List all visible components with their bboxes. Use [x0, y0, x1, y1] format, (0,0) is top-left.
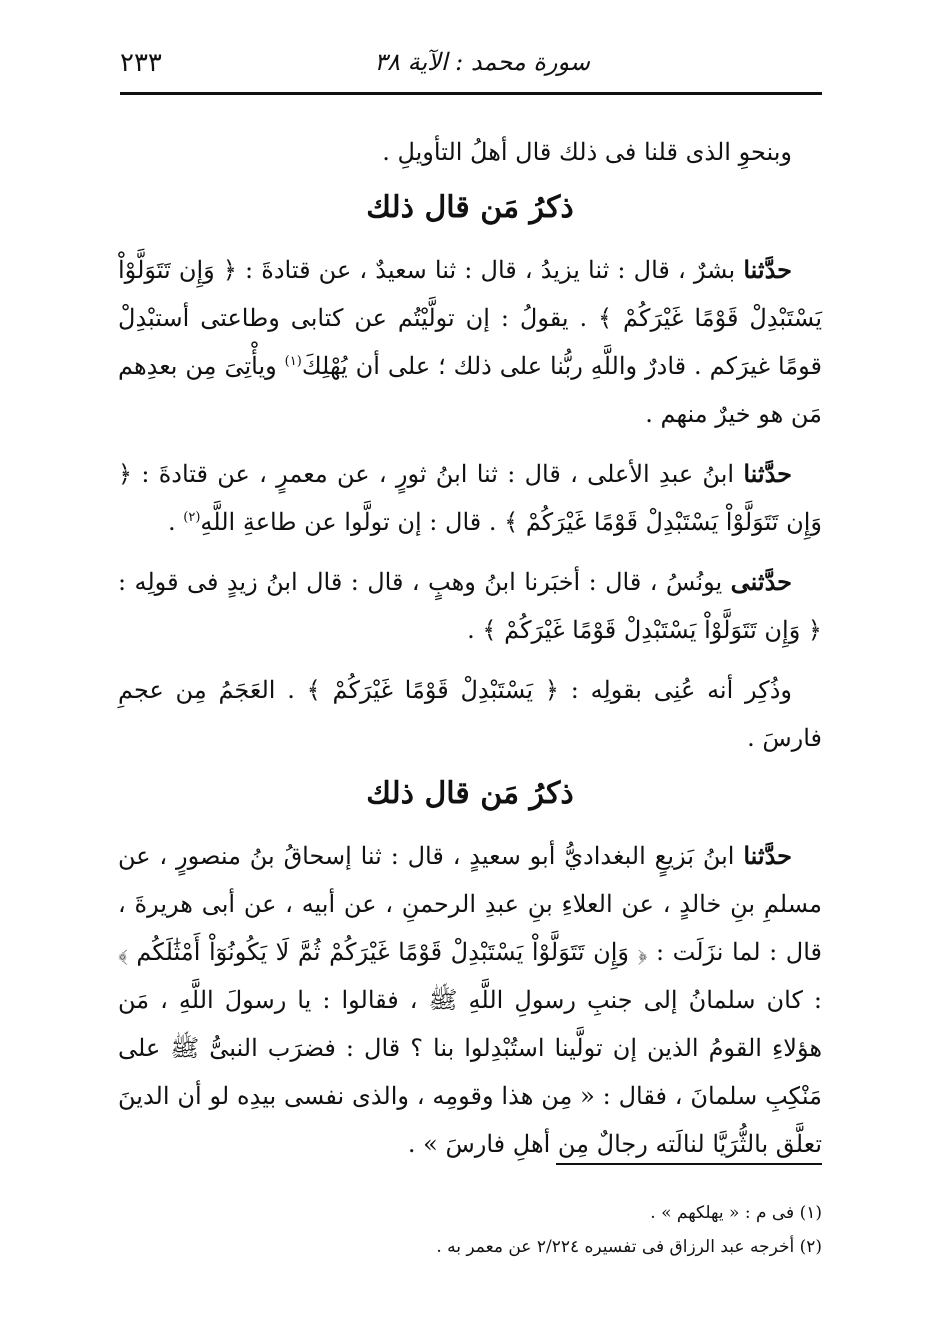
narration-paragraph-3: [118, 558, 822, 654]
narration-lead-5: حدَّثنا: [743, 841, 792, 870]
narration-lead-1: حدَّثنا: [743, 255, 792, 284]
narration-lead-3: حدَّثنى: [730, 567, 792, 596]
footnote-ref-1: (١): [284, 354, 302, 369]
footnote-1: (١) فى م : « يهلكهم » .: [650, 1203, 822, 1223]
running-header: [120, 38, 820, 90]
page-number: ٢٣٣: [120, 48, 162, 78]
section-heading-1: ذكرُ مَن قال ذلك: [366, 190, 574, 225]
narration-text-2b: .: [168, 508, 184, 536]
narration-paragraph-1: [118, 246, 822, 438]
footnotes: [118, 1196, 822, 1264]
narration-text-3a: يونُسُ ، قال : أخبَرنا ابنُ وهبٍ ، قال : قال ابنُ زيدٍ فى قولِه : ﴿ وَإِن تَتَوَلَّوْاْ يَسْتَبْدِلْ قَوْمًا غَيْرَكُمْ ﴾ .: [118, 568, 822, 644]
narration-text-1b: ويأْتِىَ مِن بعدِهم مَن هو خيرٌ منهم .: [118, 352, 822, 428]
commentary-paragraph: وذُكِر أنه عُنِى بقولِه : ﴿ يَسْتَبْدِلْ قَوْمًا غَيْرَكُمْ ﴾ . العَجَمُ مِن عجمِ فارسَ .: [118, 676, 822, 752]
section-heading-2: ذكرُ مَن قال ذلك: [366, 776, 574, 811]
header-rule: [120, 92, 822, 95]
narration-paragraph-2: [118, 450, 822, 546]
narration-lead-2: حدَّثنا: [743, 459, 792, 488]
main-text: [118, 128, 822, 1180]
intro-paragraph: وبنحوِ الذى قلنا فى ذلك قال أهلُ التأويلِ .: [382, 138, 792, 166]
footnote-rule: [556, 1163, 822, 1165]
footnote-ref-2: (٢): [183, 510, 201, 525]
narration-paragraph-5: [118, 832, 822, 1168]
footnote-2: (٢) أخرجه عبد الرزاق فى تفسيره ٢/٢٢٤ عن معمر به .: [436, 1237, 822, 1257]
narration-text-1a: بشرٌ ، قال : ثنا يزيدُ ، قال : ثنا سعيدٌ ، عن قتادةَ : ﴿ وَإِن تَتَوَلَّوْاْ يَسْتَبْدِلْ قَوْمًا غَيْرَكُمْ ﴾ . يقولُ : إن تولَّيْتُم عن كتابى وطاعتى أستبْدِلْ قومًا غيرَكم . قادرٌ واللَّهِ ربُّنا على ذلك ؛ على أن يُهْلِكَ: [118, 256, 823, 380]
narration-text-5a: ابنُ بَزيعٍ البغداديُّ أبو سعيدٍ ، قال : ثنا إسحاقُ بنُ منصورٍ ، عن مسلمِ بنِ خالدٍ ، عن العلاءِ بنِ عبدِ الرحمنِ ، عن أبيه ، عن أبى هريرةَ ، قال : لما نزَلَت : ﴿ وَإِن تَتَوَلَّوْاْ يَسْتَبْدِلْ قَوْمًا غَيْرَكُمْ ثُمَّ لَا يَكُونُوٓاْ أَمْثَٰلَكُم ﴾ : كان سلمانُ إلى جنبِ رسولِ اللَّهِ ﷺ ، فقالوا : يا رسولَ اللَّهِ ، مَن هؤلاءِ القومُ الذين إن تولَّينا استُبْدِلوا بنا ؟ قال : فضرَب النبىُّ ﷺ على مَنْكِبِ سلمانَ ، فقال : « مِن هذا وقومِه ، والذى نفسى بيدِه لو أن الدينَ تعلَّق بالثُّرَيَّا لنالَته رجالٌ مِن أهلِ فارسَ » .: [118, 842, 822, 1158]
running-title: سورة محمد : الآية ٣٨: [374, 48, 590, 76]
narration-text-2a: ابنُ عبدِ الأعلى ، قال : ثنا ابنُ ثورٍ ، عن معمرٍ ، عن قتادةَ : ﴿ وَإِن تَتَوَلَّوْاْ يَسْتَبْدِلْ قَوْمًا غَيْرَكُمْ ﴾ . قال : إن تولَّوا عن طاعةِ اللَّهِ: [118, 460, 822, 536]
